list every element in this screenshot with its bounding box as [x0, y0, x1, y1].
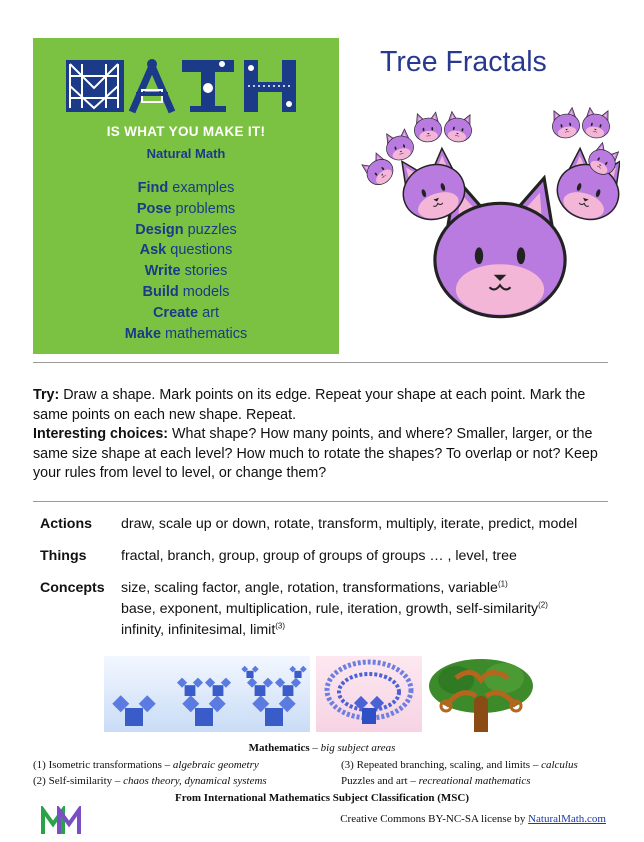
- math-action-item: Write stories: [144, 263, 228, 280]
- msc-title: Mathematics – big subject areas: [248, 742, 396, 754]
- msc-item: (3) Repeated branching, scaling, and limits – calculus: [341, 759, 578, 771]
- math-action-item: Pose problems: [136, 200, 236, 217]
- logo-letter-h: [244, 60, 296, 112]
- try-paragraph: Try: Draw a shape. Mark points on its edge. Repeat your shape at each point. Mark the same points on each new shape. Repeat.: [33, 387, 586, 423]
- vocab-label: Actions: [40, 516, 93, 532]
- math-action-item: Find examples: [137, 180, 235, 196]
- vocab-label: Things: [40, 548, 87, 564]
- vocab-label: Concepts: [40, 580, 105, 596]
- choices-paragraph: Interesting choices: What shape? How many points, and where? Smaller, larger, or the same size shape at each level? How much to rotate the shapes? To overlap or not? Keep your rules from level to level, or change them?: [33, 426, 598, 481]
- organic-tree-fractal: [426, 656, 536, 732]
- naturalmath-logo: [41, 806, 83, 836]
- math-action-item: Ask questions: [139, 242, 233, 259]
- divider: [33, 501, 608, 502]
- math-logo: [66, 56, 306, 116]
- cat-head-small: [382, 128, 416, 163]
- math-action-item: Make mathematics: [124, 325, 248, 342]
- license-notice: Creative Commons BY-NC-SA license by NaturalMath.com: [340, 813, 606, 825]
- msc-source: From International Mathematics Subject Classification (MSC): [174, 792, 469, 804]
- math-action-item: Build models: [142, 283, 230, 300]
- math-actions-list: [33, 178, 339, 344]
- tagline: IS WHAT YOU MAKE IT!: [106, 124, 266, 139]
- msc-item: Puzzles and art – recreational mathematics: [341, 775, 531, 787]
- pythagoras-tree-dense: [316, 656, 422, 732]
- msc-item: (1) Isometric transformations – algebraic geometry: [33, 759, 259, 771]
- pythagoras-tree-squares: [104, 656, 310, 732]
- msc-item: (2) Self-similarity – chaos theory, dynamical systems: [33, 775, 267, 787]
- logo-letter-m: [66, 60, 124, 112]
- math-banner: [33, 38, 339, 354]
- vocab-value: fractal, branch, group, group of groups of groups … , level, tree: [121, 548, 517, 564]
- cat-fractal-illustration: [350, 100, 620, 330]
- vocab-value: size, scaling factor, angle, rotation, transformations, variable$^{(1)}$ base, exponent, multiplication, rule, iteration, growth, self-similarity$^{(2)}$ infinity, infinitesimal, limit$^{(3)}$: [121, 579, 548, 638]
- logo-letter-t: [182, 60, 234, 112]
- naturalmath-link[interactable]: NaturalMath.com: [528, 813, 606, 825]
- vocab-value: draw, scale up or down, rotate, transform, multiply, iterate, predict, model: [121, 516, 578, 532]
- cat-head-small: [413, 112, 443, 143]
- logo-letter-a: [132, 59, 172, 112]
- cat-head-small: [443, 111, 475, 144]
- cat-head-small: [581, 107, 613, 140]
- math-action-item: Create art: [152, 304, 220, 321]
- math-action-item: Design puzzles: [135, 221, 237, 238]
- subtag: Natural Math: [146, 146, 226, 161]
- page-title: Tree Fractals: [380, 46, 547, 78]
- divider: [33, 362, 608, 363]
- cat-head-small: [550, 107, 582, 140]
